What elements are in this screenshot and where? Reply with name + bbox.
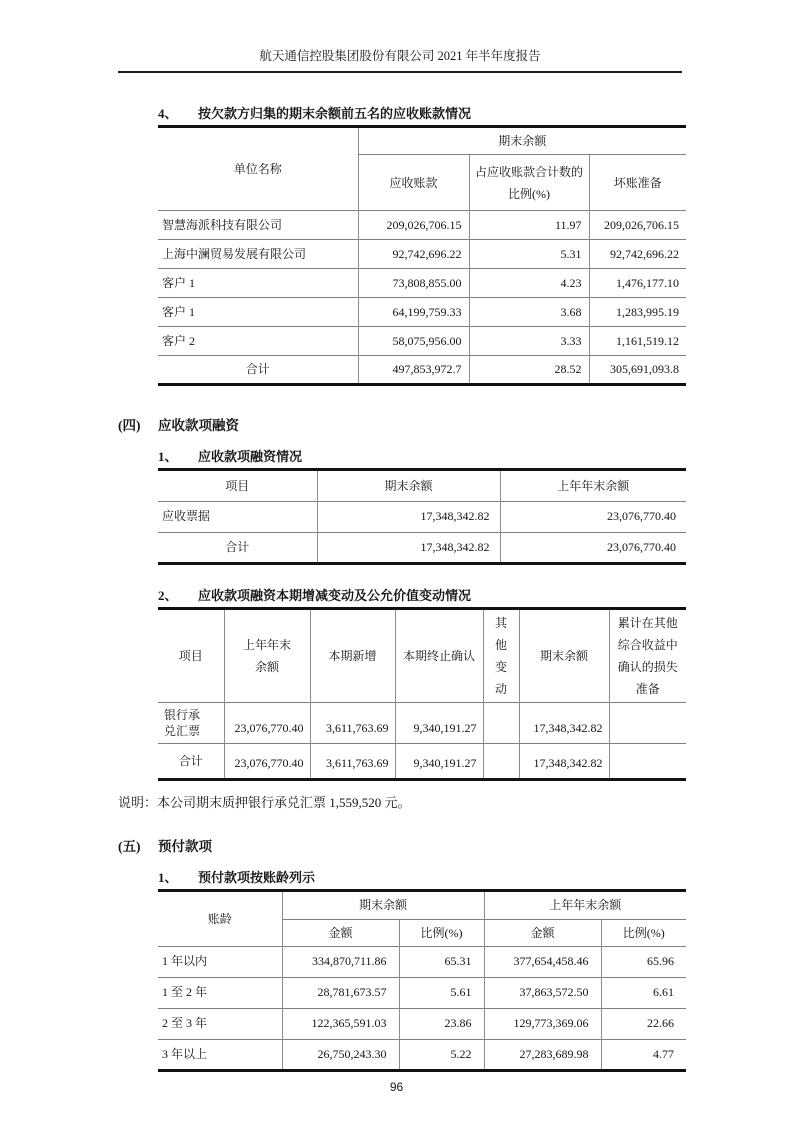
- table-cell: 3.68: [469, 298, 589, 327]
- table-cell: 智慧海派科技有限公司: [158, 211, 358, 240]
- column-header-amount: 金额: [282, 919, 399, 946]
- table-row: [158, 327, 686, 356]
- table-cell: 合计: [158, 532, 317, 563]
- subsection-1-title: [158, 446, 686, 471]
- section-title-text: 应收款项融资: [158, 418, 239, 434]
- table-cell: 3,611,763.69: [310, 703, 395, 744]
- table-cell: [609, 744, 686, 780]
- column-header-ratio: 占应收账款合计数的比例(%): [469, 155, 589, 211]
- table-cell: 9,340,191.27: [395, 703, 483, 744]
- subsection-1-title-prepayments: [158, 867, 686, 892]
- table-cell: 122,365,591.03: [282, 1008, 399, 1039]
- table-cell: 1,283,995.19: [589, 298, 686, 327]
- table-cell: [483, 703, 519, 744]
- table-cell: 17,348,342.82: [317, 501, 500, 532]
- table-cell: 1 年以内: [158, 946, 282, 977]
- column-header-other-changes: 其他变动: [483, 610, 519, 703]
- table-row: [158, 298, 686, 327]
- table-total-row: [158, 356, 686, 385]
- column-header-cumulative-loss-provision: 累计在其他综合收益中确认的损失准备: [609, 610, 686, 703]
- table-cell: 305,691,093.8: [589, 356, 686, 385]
- section-number: (四): [118, 418, 141, 434]
- table-cell: 37,863,572.50: [484, 977, 601, 1008]
- receivables-financing-table: [158, 471, 686, 565]
- table-cell: 上海中澜贸易发展有限公司: [158, 240, 358, 269]
- column-header-accounts-receivable: 应收账款: [358, 155, 469, 211]
- table-header-row: [158, 471, 686, 501]
- table-cell: 9,340,191.27: [395, 744, 483, 780]
- table-cell: 客户 2: [158, 327, 358, 356]
- document-header-title: 航天通信控股集团股份有限公司 2021 年半年度报告: [118, 0, 682, 73]
- section-title-text: 预付款项: [158, 839, 212, 855]
- section-number: (五): [118, 839, 141, 855]
- subsection-title-text: 应收款项融资情况: [198, 449, 303, 465]
- table-cell: 合计: [158, 744, 224, 780]
- table-cell: 23,076,770.40: [500, 501, 686, 532]
- table-cell: 5.31: [469, 240, 589, 269]
- column-header-ratio: 比例(%): [601, 919, 686, 946]
- column-group-header-ending-balance: 期末余额: [282, 892, 484, 919]
- table-cell: 23,076,770.40: [224, 744, 310, 780]
- column-header-item: 项目: [178, 648, 203, 663]
- section-5cn-heading: [118, 835, 793, 855]
- table-cell: 5.61: [399, 977, 484, 1008]
- section-4cn-heading: [118, 414, 793, 434]
- column-header-prior-year-balance: 上年年末余额: [500, 471, 686, 501]
- table-cell: 5.22: [399, 1039, 484, 1070]
- table-cell: 92,742,696.22: [589, 240, 686, 269]
- table-cell: 银行承兑汇票: [158, 703, 224, 744]
- column-group-header-ending-balance: 期末余额: [358, 128, 686, 155]
- table-cell: 73,808,855.00: [358, 269, 469, 298]
- table-cell: 65.31: [399, 946, 484, 977]
- page-number: 96: [389, 1080, 404, 1094]
- table-cell: 23,076,770.40: [500, 532, 686, 563]
- table-row: [158, 269, 686, 298]
- subsection-number: 1、: [158, 449, 178, 465]
- table-header-row: [158, 892, 686, 919]
- section-4-title: [158, 103, 686, 128]
- column-header-added-this-period: 本期新增: [310, 610, 395, 703]
- table-cell: 3,611,763.69: [310, 744, 395, 780]
- table-cell: 209,026,706.15: [358, 211, 469, 240]
- table-row: [158, 240, 686, 269]
- column-header-bad-debt-provision: 坏账准备: [589, 155, 686, 211]
- top5-receivables-table: [158, 128, 686, 386]
- table-cell: 334,870,711.86: [282, 946, 399, 977]
- table-cell: 497,853,972.7: [358, 356, 469, 385]
- table-row: [158, 1039, 686, 1070]
- table-cell: 28.52: [469, 356, 589, 385]
- column-header-item: 项目: [225, 478, 250, 493]
- table-row: [158, 703, 686, 744]
- table-cell: 27,283,689.98: [484, 1039, 601, 1070]
- table-cell: 1 至 2 年: [158, 977, 282, 1008]
- table-total-row: [158, 744, 686, 780]
- table-cell: 26,750,243.30: [282, 1039, 399, 1070]
- table-cell: 4.77: [601, 1039, 686, 1070]
- table-total-row: [158, 532, 686, 563]
- table-cell: 58,075,956.00: [358, 327, 469, 356]
- section-title-text: 按欠款方归集的期末余额前五名的应收账款情况: [198, 106, 472, 121]
- column-group-header-prior-year-balance: 上年年末余额: [484, 892, 686, 919]
- table-row: [158, 211, 686, 240]
- table-header-row: [158, 610, 686, 703]
- column-header-unit-name: 单位名称: [233, 162, 282, 176]
- note-text: 说明：本公司期末质押银行承兑汇票 1,559,520 元。: [118, 795, 411, 811]
- table-cell: 3.33: [469, 327, 589, 356]
- table-cell: 22.66: [601, 1008, 686, 1039]
- table-cell: 209,026,706.15: [589, 211, 686, 240]
- subsection-number: 2、: [158, 587, 178, 603]
- table-cell: 65.96: [601, 946, 686, 977]
- column-header-ratio: 比例(%): [399, 919, 484, 946]
- subsection-title-text: 预付款项按账龄列示: [198, 870, 316, 886]
- table-cell: 17,348,342.82: [519, 744, 609, 780]
- table-row: [158, 977, 686, 1008]
- table-cell: 28,781,673.57: [282, 977, 399, 1008]
- table-cell: 合计: [158, 356, 358, 385]
- table-row: [158, 501, 686, 532]
- table-row: [158, 946, 686, 977]
- table-cell: 129,773,369.06: [484, 1008, 601, 1039]
- table-cell: 17,348,342.82: [317, 532, 500, 563]
- subsection-title-text: 应收款项融资本期增减变动及公允价值变动情况: [198, 587, 472, 603]
- table-cell: 3 年以上: [158, 1039, 282, 1070]
- table-cell: 客户 1: [158, 269, 358, 298]
- section-number: 4、: [158, 106, 178, 121]
- column-header-prior-year-balance: 上年年末余额: [224, 610, 310, 703]
- subsection-number: 1、: [158, 870, 178, 886]
- table-cell: 客户 1: [158, 298, 358, 327]
- table-row: [158, 1008, 686, 1039]
- table-cell: 23.86: [399, 1008, 484, 1039]
- prepayments-aging-table: [158, 892, 686, 1071]
- table-cell: 6.61: [601, 977, 686, 1008]
- table-cell: 1,161,519.12: [589, 327, 686, 356]
- table-cell: 2 至 3 年: [158, 1008, 282, 1039]
- table-cell: [483, 744, 519, 780]
- column-header-aging: 账龄: [207, 912, 232, 927]
- column-header-ending-balance: 期末余额: [317, 471, 500, 501]
- table-header-row: [158, 128, 686, 155]
- table-cell: 64,199,759.33: [358, 298, 469, 327]
- table-cell: 应收票据: [158, 501, 317, 532]
- column-header-ending-balance: 期末余额: [519, 610, 609, 703]
- column-header-derecognized-this-period: 本期终止确认: [395, 610, 483, 703]
- financing-movement-table: [158, 610, 686, 782]
- table-cell: [609, 703, 686, 744]
- table-cell: 377,654,458.46: [484, 946, 601, 977]
- table-cell: 11.97: [469, 211, 589, 240]
- table-cell: 92,742,696.22: [358, 240, 469, 269]
- table-cell: 4.23: [469, 269, 589, 298]
- column-header-amount: 金额: [484, 919, 601, 946]
- table-cell: 1,476,177.10: [589, 269, 686, 298]
- table-cell: 23,076,770.40: [224, 703, 310, 744]
- table-cell: 17,348,342.82: [519, 703, 609, 744]
- subsection-2-title: [158, 585, 686, 610]
